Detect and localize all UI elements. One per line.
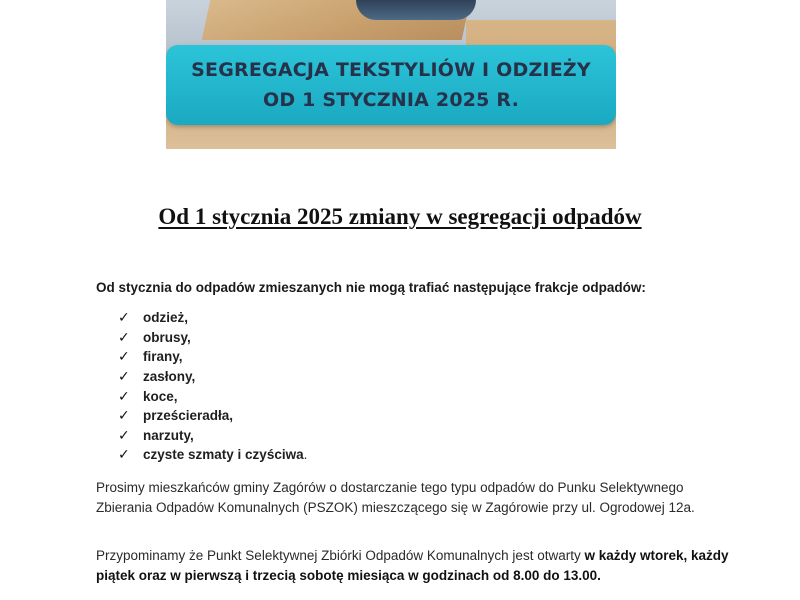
- checkmark-icon: ✓: [118, 407, 130, 424]
- list-item-label: zasłony,: [143, 369, 196, 385]
- list-item: [118, 406, 307, 426]
- list-item-label: firany,: [143, 349, 183, 365]
- list-item: [118, 367, 307, 387]
- list-item-label: prześcieradła,: [143, 408, 234, 424]
- checkmark-icon: ✓: [118, 368, 130, 385]
- checkmark-icon: ✓: [118, 387, 130, 404]
- list-item: [118, 426, 307, 446]
- list-item-suffix: .: [303, 447, 308, 463]
- list-item-label: obrusy,: [143, 329, 191, 345]
- opening-hours-schedule: w każdy wtorek, każdy piątek oraz w pierwszą i trzecią sobotę miesiąca w godzinach od 8.00 do 13.00.: [96, 548, 729, 583]
- list-item: [118, 308, 307, 328]
- pszok-info-paragraph: Prosimy mieszkańców gminy Zagórów o dostarczanie tego typu odpadów do Punku Selektywnego Zbierania Odpadów Komunalnych (PSZOK) mieszczącego się w Zagórowie przy ul. Ogrodowej 12a.: [96, 480, 695, 515]
- list-item: [118, 328, 307, 348]
- banner-line-1: SEGREGACJA TEKSTYLIÓW I ODZIEŻY: [191, 59, 591, 81]
- waste-fraction-list: [118, 308, 307, 465]
- list-item: [118, 347, 307, 367]
- list-item-label: narzuty,: [143, 427, 194, 443]
- opening-hours-intro: Przypominamy że Punkt Selektywnej Zbiórki Odpadów Komunalnych jest otwarty: [96, 548, 585, 563]
- checkmark-icon: ✓: [118, 328, 130, 345]
- list-item: [118, 445, 307, 465]
- banner-image: [166, 0, 616, 149]
- checkmark-icon: ✓: [118, 446, 130, 463]
- banner-line-2: OD 1 STYCZNIA 2025 R.: [262, 89, 519, 111]
- list-item-label: odzież,: [143, 310, 189, 326]
- checkmark-icon: ✓: [118, 348, 130, 365]
- page-heading: Od 1 stycznia 2025 zmiany w segregacji odpadów: [158, 204, 642, 229]
- list-item-label: czyste szmaty i czyściwa: [143, 447, 304, 463]
- intro-text: Od stycznia do odpadów zmieszanych nie mogą trafiać następujące frakcje odpadów:: [96, 280, 646, 295]
- list-item-label: koce,: [143, 388, 178, 404]
- opening-hours-paragraph: [96, 546, 736, 586]
- checkmark-icon: ✓: [118, 426, 130, 443]
- list-item: [118, 386, 307, 406]
- clothes-decoration: [356, 0, 476, 20]
- banner-label: [166, 45, 616, 125]
- checkmark-icon: ✓: [118, 309, 130, 326]
